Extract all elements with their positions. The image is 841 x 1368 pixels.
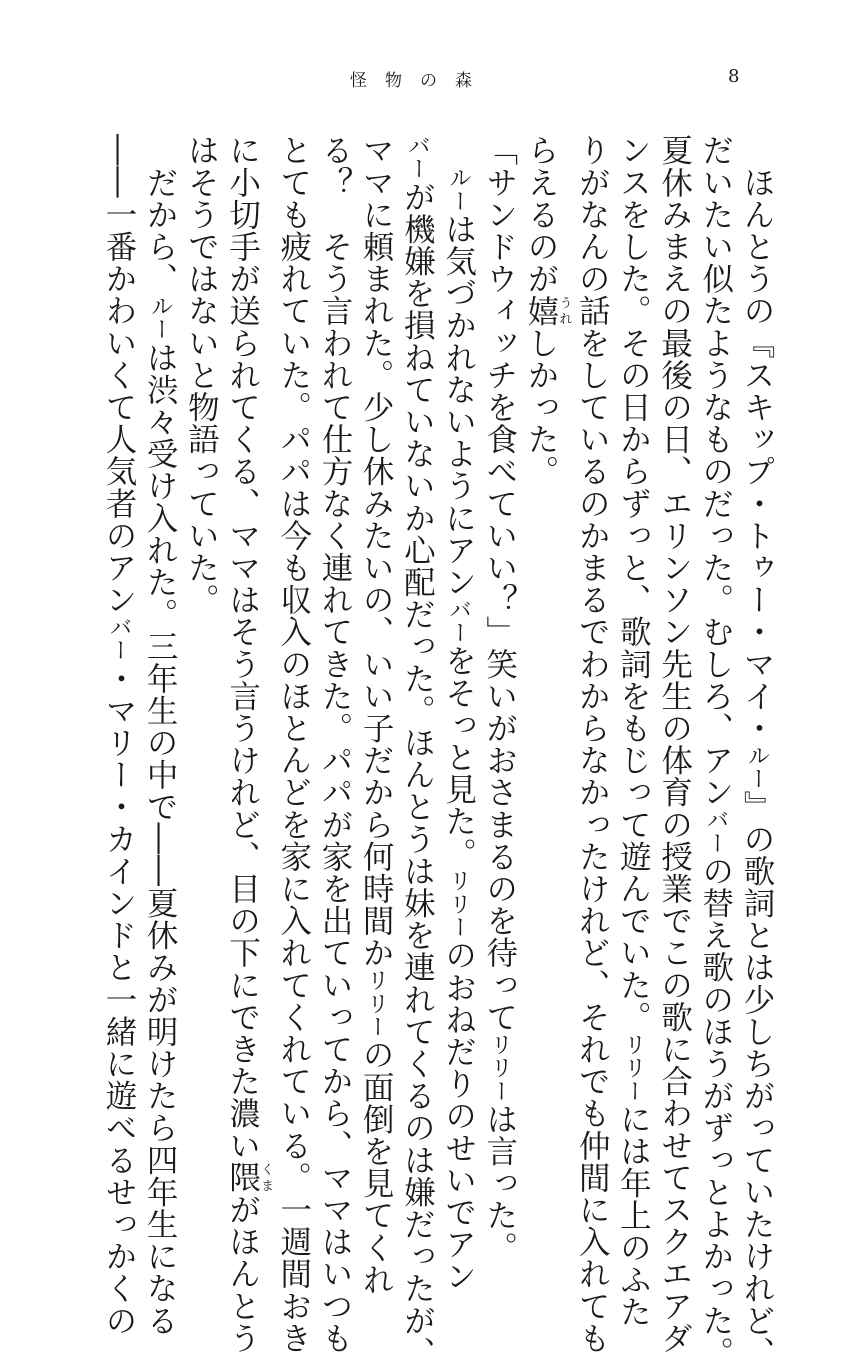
text-segment: をそっと見た。 xyxy=(440,644,477,870)
text-segment: ママに頼まれた。少し休みたいの、いい子だから何時間か xyxy=(358,134,395,969)
text-segment xyxy=(441,134,477,166)
text-segment: 「サンドウィッチを食べていい？」笑いがおさまるのを待って xyxy=(481,134,518,1033)
text-segment: がほんとう xyxy=(224,1193,261,1354)
text-line xyxy=(396,134,437,1368)
ruby-reading: くま xyxy=(258,1161,274,1194)
name-text-small: リリー xyxy=(445,869,472,939)
text-line xyxy=(221,134,274,1354)
text-segment: は言った。 xyxy=(481,1102,518,1264)
name-text-small: バー xyxy=(105,615,132,663)
text-segment: に小切手が送られてくる、ママはそう言うけれど、目の下にできた濃い xyxy=(224,134,261,1162)
text-segment: りがなんの話をしているのかまるでわからなかったけれど、それでも仲間に入れても xyxy=(574,134,611,1354)
text-line xyxy=(736,134,777,1368)
name-text-small: ルー xyxy=(147,294,174,342)
name-text-small: リリー xyxy=(620,1032,647,1103)
text-segment: 』の歌詞とは少しちがっていたけれど、 xyxy=(739,790,775,1368)
text-segment: は渋々受け入れた。三年生の中で――夏休みが明けたら四年生になる xyxy=(142,341,179,1337)
text-segment: ・マリー・カインドと一緒に遊べるせっかくの xyxy=(100,662,137,1337)
name-text-small: バー xyxy=(404,134,431,181)
text-segment: はそうではないと物語っていた。 xyxy=(183,134,220,616)
text-segment: だから、 xyxy=(142,134,179,295)
text-segment: らえるのが xyxy=(522,134,559,295)
text-segment: しかった。 xyxy=(522,326,559,488)
text-segment: は気づかれないようにアン xyxy=(440,212,477,598)
ruby-word xyxy=(224,1161,274,1194)
text-line xyxy=(437,134,478,1293)
text-segment: の面倒を見てくれ xyxy=(358,1038,395,1296)
name-text-small: リリー xyxy=(486,1032,513,1103)
text-segment: のおねだりのせいでアン xyxy=(440,938,477,1293)
text-segment: ――一番かわいくて人気者のアン xyxy=(100,134,137,616)
ruby-base: 隈 xyxy=(224,1161,261,1194)
text-line xyxy=(180,134,221,1134)
text-segment: だいたい似たようなものだった。むしろ、アン xyxy=(697,134,734,809)
text-segment: る？ そう言われて仕方なく連れてきた。パパが家を出ていってから、ママはいつも xyxy=(316,134,353,1354)
text-line xyxy=(653,134,694,1354)
name-text-small: ルー xyxy=(445,166,472,213)
text-line xyxy=(520,134,571,1134)
name-text-small: リリー xyxy=(363,968,390,1039)
ruby-reading: うれ xyxy=(556,294,572,327)
ruby-word xyxy=(522,294,572,327)
text-line xyxy=(571,134,612,1354)
name-text-small: ルー xyxy=(744,743,770,791)
text-line xyxy=(98,134,139,1337)
text-segment: 夏休みまえの最後の日、エリンソン先生の体育の授業でこの歌に合わせてスクエアダ xyxy=(656,134,693,1354)
text-line xyxy=(479,134,520,1264)
text-line xyxy=(139,134,180,1337)
text-segment: が機嫌を損ねていないか心配だった。ほんとうは妹を連れてくるのは嫌だったが、 xyxy=(399,180,436,1368)
body-text xyxy=(77,134,777,1368)
text-line xyxy=(314,134,355,1354)
page-number: 8 xyxy=(728,66,740,87)
name-text-small: バー xyxy=(445,597,472,645)
ruby-base: 嬉 xyxy=(522,294,559,327)
text-segment: ンスをした。その日からずっと、歌詞をもじって遊んでいた。 xyxy=(615,134,652,1033)
text-line xyxy=(273,134,314,1354)
running-head: 怪物の森 xyxy=(350,71,490,91)
text-segment: には年上のふた xyxy=(615,1102,652,1328)
text-line xyxy=(695,134,736,1368)
text-line xyxy=(355,134,396,1296)
text-segment: とても疲れていた。パパは今も収入のほとんどを家に入れてくれている。一週間おき xyxy=(275,134,312,1354)
text-line xyxy=(612,134,653,1328)
text-segment: の替え歌のほうがずっとよかった。 xyxy=(697,854,734,1368)
text-segment: ほんとうの『スキップ・トゥー・マイ・ xyxy=(739,134,775,744)
name-text-small: バー xyxy=(702,808,729,855)
